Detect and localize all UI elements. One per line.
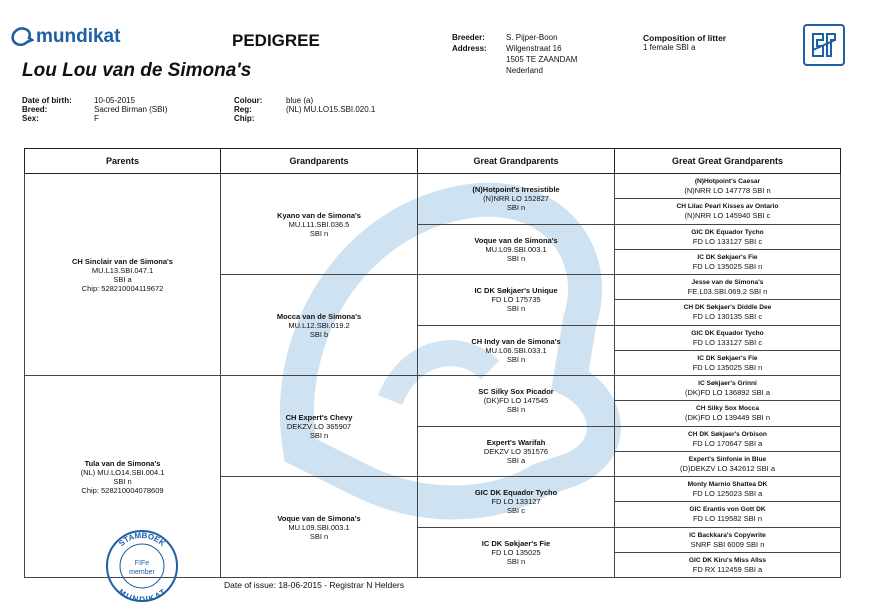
ancestor-name: CH Sinclair van de Simona's — [72, 256, 173, 266]
great-great-grandparent-cell — [615, 199, 841, 224]
ancestor-name: Expert's Sinfonie in Blue — [688, 455, 767, 463]
ancestor-registration: FD LO 133127 SBI c — [692, 337, 763, 347]
ancestor-registration: (N)NRR LO 147778 SBI n — [684, 186, 771, 196]
ancestor-name: Tula van de Simona's — [84, 458, 161, 468]
col-header-great-great-grandparents: Great Great Grandparents — [615, 149, 841, 174]
ancestor-registration: FD RX 112459 SBI a — [692, 564, 763, 574]
ancestor-name: Mocca van de Simona's — [276, 311, 362, 321]
ancestor-name: GIC DK Equador Tycho — [691, 329, 764, 337]
mundikat-logo — [10, 26, 120, 48]
ancestor-registration: MU.L09.SBI.003.1 — [288, 522, 350, 532]
document-title: PEDIGREE — [232, 31, 320, 50]
ancestor-name: IC DK Søkjaer's Fie — [697, 253, 758, 261]
ancestor-registration: MU.L12.SBI.019.2 — [288, 320, 350, 330]
ancestor-name: GIC DK Equador Tycho — [474, 488, 558, 498]
stamp-mid2-text: member — [129, 569, 155, 576]
ancestor-colour-code: SBI n — [309, 531, 329, 541]
ancestor-registration: MU.L11.SBI.036.5 — [288, 219, 350, 229]
parent-chip: Chip: 528210004119672 — [81, 283, 164, 293]
great-great-grandparent-cell — [615, 325, 841, 350]
breeder-country: Nederland — [506, 66, 543, 75]
reg-value: (NL) MU.LO15.SBI.020.1 — [286, 105, 376, 114]
ancestor-registration: (N)NRR LO 152827 — [483, 194, 549, 204]
ancestor-registration: FE.L03.SBI.069.2 SBI n — [687, 287, 768, 297]
breeder-labels — [452, 32, 487, 54]
ancestor-colour-code: SBI c — [507, 506, 525, 516]
pedigree-row — [25, 376, 841, 401]
ancestor-registration: FD LO 135025 — [491, 547, 541, 557]
cat-name: Lou Lou van de Simona's — [22, 60, 252, 81]
ancestor-colour-code: SBI n — [309, 430, 329, 440]
col-header-parents: Parents — [25, 149, 221, 174]
great-great-grandparent-cell — [615, 376, 841, 401]
ancestor-registration: FD LO 125023 SBI a — [692, 489, 763, 499]
parent-chip: Chip: 528210004078609 — [81, 485, 164, 495]
ancestor-name: GIC DK Kiru's Miss Allss — [688, 556, 767, 564]
ancestor-registration: DEKZV LO 351576 — [483, 446, 549, 456]
stamp-bottom-text: MUNDIKAT — [116, 587, 168, 604]
great-great-grandparent-cell — [615, 174, 841, 199]
great-great-grandparent-cell — [615, 401, 841, 426]
ancestor-registration: FD LO 133127 — [491, 497, 541, 507]
ancestor-name: CH DK Søkjaer's Diddle Dee — [683, 304, 772, 312]
header-row — [25, 149, 841, 174]
ancestor-colour-code: SBI n — [506, 203, 526, 213]
great-great-grandparent-cell — [615, 552, 841, 577]
ancestor-registration: (N)NRR LO 145940 SBI c — [684, 211, 771, 221]
ancestor-name: Voque van de Simona's — [474, 235, 558, 245]
ancestor-registration: FD LO 130135 SBI c — [692, 312, 763, 322]
great-great-grandparent-cell — [615, 426, 841, 451]
ancestor-registration: FD LO 170647 SBI a — [692, 438, 763, 448]
grandparent-cell — [221, 376, 418, 477]
great-great-grandparent-cell — [615, 451, 841, 476]
ancestor-name: GIC DK Equador Tycho — [691, 228, 764, 236]
ancestor-registration: MU.L09.SBI.003.1 — [485, 244, 547, 254]
ancestor-name: IC DK Søkjaer's Fie — [481, 538, 551, 548]
ancestor-registration: MU.L13.SBI.047.1 — [91, 265, 154, 275]
ancestor-name: (N)Hotpoint's Irresistible — [472, 185, 560, 195]
colour-label: Colour: — [234, 96, 263, 105]
ancestor-registration: FD LO 135025 SBI n — [692, 261, 763, 271]
breeder-label: Breeder: — [452, 33, 485, 42]
ancestor-name: Kyano van de Simona's — [277, 210, 361, 220]
ancestor-name: IC DK Søkjaer's Fie — [697, 354, 758, 362]
dob-label: Date of birth: — [22, 96, 72, 105]
great-grandparent-cell — [418, 174, 615, 225]
ancestor-registration: (DK)FD LO 136892 SBI a — [684, 388, 771, 398]
ancestor-colour-code: SBI n — [506, 304, 526, 314]
great-great-grandparent-cell — [615, 249, 841, 274]
ancestor-registration: FD LO 135025 SBI n — [692, 362, 763, 372]
ancestor-name: IC Backkara's Copywrite — [689, 531, 766, 539]
ancestor-name: Monty Marnio Shattea DK — [687, 481, 768, 489]
litter-heading: Composition of litter — [643, 33, 727, 43]
address-label: Address: — [452, 44, 487, 53]
ancestor-registration: (DK)FD LO 147545 — [483, 396, 549, 406]
ancestor-name: Jesse van de Simona's — [691, 279, 764, 287]
info-values-left — [94, 96, 167, 123]
ancestor-colour-code: SBI a — [506, 455, 526, 465]
ancestor-registration: (NL) MU.LO14.SBI.004.1 — [80, 467, 165, 477]
great-grandparent-cell — [418, 325, 615, 376]
svg-text:STAMBOEK — [117, 531, 167, 548]
ancestor-colour-code: SBI b — [309, 329, 329, 339]
sex-value: F — [94, 114, 99, 123]
info-values-right — [286, 96, 375, 114]
breeder-street: Wilgenstraat 16 — [506, 44, 562, 53]
litter-value: 1 female SBI a — [643, 43, 696, 52]
stamp-top-text: STAMBOEK — [117, 530, 167, 549]
great-great-grandparent-cell — [615, 502, 841, 527]
sex-label: Sex: — [22, 114, 39, 123]
ancestor-colour-code: SBI n — [309, 228, 329, 238]
ancestor-name: CH Expert's Chevy — [285, 412, 353, 422]
ancestor-registration: FD LO 175735 — [491, 295, 541, 305]
great-great-grandparent-cell — [615, 300, 841, 325]
great-grandparent-cell — [418, 224, 615, 275]
ancestor-name: CH Silky Sox Mocca — [695, 405, 760, 413]
ancestor-colour-code: SBI n — [113, 476, 132, 486]
ancestor-name: IC Søkjaer's Grinni — [698, 380, 757, 388]
ancestor-name: CH DK Søkjaer's Orbison — [688, 430, 767, 438]
ancestor-colour-code: SBI n — [506, 405, 526, 415]
reg-label: Reg: — [234, 105, 252, 114]
breed-value: Sacred Birman (SBI) — [94, 105, 168, 114]
brand-name: mundikat — [36, 26, 121, 47]
ancestor-colour-code: SBI n — [506, 253, 526, 263]
pedigree-table — [24, 148, 841, 578]
cat-logo-icon — [10, 26, 34, 48]
ancestor-colour-code: SBI n — [506, 354, 526, 364]
info-labels-right — [234, 96, 262, 123]
ancestor-registration: FD LO 119582 SBI n — [692, 514, 763, 524]
ancestor-name: (N)Hotpoint's Caesar — [694, 178, 761, 186]
pedigree-row — [25, 174, 841, 199]
breed-label: Breed: — [22, 105, 48, 114]
ancestor-colour-code: SBI a — [113, 274, 132, 284]
ancestor-registration: (DK)FD LO 139449 SBI n — [684, 413, 771, 423]
issue-date: Date of issue: 18-06-2015 - Registrar N Helders — [224, 580, 404, 590]
breeder-city: 1505 TE ZAANDAM — [506, 55, 578, 64]
stamp-mid1-text: FIFe — [134, 560, 150, 567]
great-great-grandparent-cell — [615, 527, 841, 552]
great-grandparent-cell — [418, 426, 615, 477]
parent-cell — [25, 174, 221, 376]
great-great-grandparent-cell — [615, 350, 841, 375]
info-labels-left — [22, 96, 72, 123]
great-great-grandparent-cell — [615, 275, 841, 300]
ancestor-name: Expert's Warifah — [486, 437, 546, 447]
great-grandparent-cell — [418, 477, 615, 528]
ancestor-registration: DEKZV LO 365907 — [286, 421, 352, 431]
great-great-grandparent-cell — [615, 224, 841, 249]
great-great-grandparent-cell — [615, 477, 841, 502]
col-header-great-grandparents: Great Grandparents — [418, 149, 615, 174]
ancestor-registration: MU.L06.SBI.033.1 — [485, 345, 547, 355]
ancestor-name: GIC Erantis von Gott DK — [689, 506, 766, 514]
ancestor-name: CH Indy van de Simona's — [471, 336, 561, 346]
grandparent-cell — [221, 275, 418, 376]
ancestor-name: IC DK Søkjaer's Unique — [474, 286, 558, 296]
ancestor-colour-code: SBI n — [506, 556, 526, 566]
ancestor-name: Voque van de Simona's — [277, 513, 361, 523]
chip-label: Chip: — [234, 114, 255, 123]
fife-logo-icon — [803, 24, 845, 66]
ancestor-name: SC Silky Sox Picador — [478, 387, 554, 397]
ancestor-registration: FD LO 133127 SBI c — [692, 236, 763, 246]
col-header-grandparents: Grandparents — [221, 149, 418, 174]
ancestor-registration: SNRF SBI 6009 SBI n — [690, 539, 765, 549]
breeder-values — [506, 32, 577, 76]
great-grandparent-cell — [418, 376, 615, 427]
ancestor-name: CH Lilac Pearl Kisses av Ontario — [676, 203, 779, 211]
great-grandparent-cell — [418, 275, 615, 326]
grandparent-cell — [221, 477, 418, 578]
colour-value: blue (a) — [286, 96, 314, 105]
ancestor-registration: (D)DEKZV LO 342612 SBI a — [679, 463, 776, 473]
dob-value: 10-05-2015 — [94, 96, 135, 105]
great-grandparent-cell — [418, 527, 615, 578]
breeder-name: S. Pijper-Boon — [506, 33, 558, 42]
grandparent-cell — [221, 174, 418, 275]
stamboek-stamp — [104, 528, 180, 604]
